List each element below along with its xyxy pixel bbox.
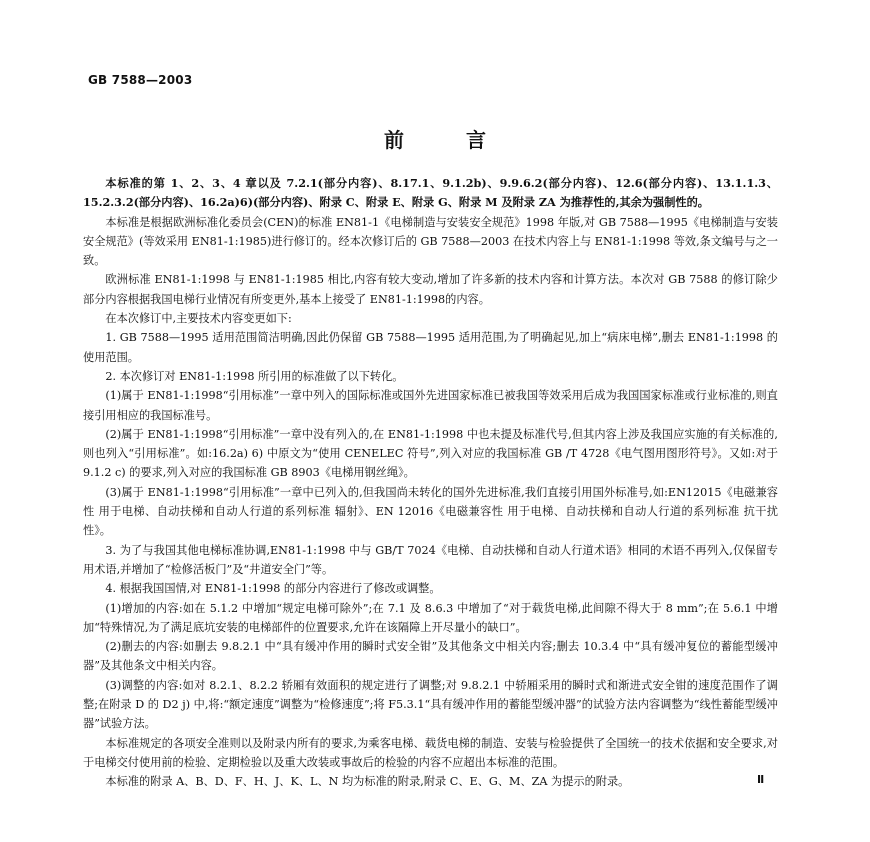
paragraph: (3)属于 EN81-1:1998“引用标准”一章中已列入的,但我国尚未转化的国外先进标准,我们直接引用国外标准号,如:EN12015《电磁兼容性 用于电梯、自动扶梯和自动人行道的系列标准 辐射》、EN 12016《电磁兼容性 用于电梯、自动扶梯和自动人行道的系列标准 抗干扰性》。 (83, 485, 778, 538)
standard-identifier: GB 7588—2003 (88, 73, 193, 87)
paragraph: 3. 为了与我国其他电梯标准协调,EN81-1:1998 中与 GB/T 7024《电梯、自动扶梯和自动人行道术语》相同的术语不再列入,仅保留专用术语,并增加了“检修活板门”及“井道安全门”等。 (83, 543, 778, 576)
paragraph: (1)属于 EN81-1:1998“引用标准”一章中列入的国际标准或国外先进国家标准已被我国等效采用后成为我国国家标准或行业标准的,则直接引用相应的我国标准号。 (83, 389, 778, 422)
page-number: Ⅱ (757, 773, 765, 786)
paragraph: 欧洲标准 EN81-1:1998 与 EN81-1:1985 相比,内容有较大变动,增加了许多新的技术内容和计算方法。本次对 GB 7588 的修订除少部分内容根据我国电梯行业情况有所变更外,基本上接受了 EN81-1:1998的内容。 (83, 273, 778, 306)
paragraph: 4. 根据我国国情,对 EN81-1:1998 的部分内容进行了修改或调整。 (105, 582, 441, 596)
paragraph: 本标准的附录 A、B、D、F、H、J、K、L、N 均为标准的附录,附录 C、E、G、M、ZA 为提示的附录。 (105, 775, 630, 789)
foreword-body (83, 174, 778, 792)
paragraph: 在本次修订中,主要技术内容变更如下: (105, 312, 292, 326)
paragraph: 本标准规定的各项安全准则以及附录内所有的要求,为乘客电梯、载货电梯的制造、安装与检验提供了全国统一的技术依据和安全要求,对于电梯交付使用前的检验、定期检验以及重大改装或事故后的检验的内容不应超出本标准的范围。 (83, 736, 778, 769)
page-title (0, 124, 870, 153)
paragraph: 1. GB 7588—1995 适用范围简洁明确,因此仍保留 GB 7588—1995 适用范围,为了明确起见,加上“病床电梯”,删去 EN81-1:1998 的使用范围。 (83, 331, 778, 364)
paragraph: 2. 本次修订对 EN81-1:1998 所引用的标准做了以下转化。 (105, 369, 404, 383)
paragraph: (2)属于 EN81-1:1998“引用标准”一章中没有列入的,在 EN81-1:1998 中也未提及标准代号,但其内容上涉及我国应实施的有关标准的,则也列入“引用标准”。如:16.2a) 6) 中原文为“使用 CENELEC 符号”,列入对应的我国标准 GB /T 4728《电气图用图形符号》。又如:对于 9.1.2 c) 的要求,列入对应的我国标准 GB 8903《电梯用钢丝绳》。 (83, 427, 778, 480)
title-char-1: 前 (384, 128, 404, 152)
paragraph-recommended-clauses: 本标准的第 1、2、3、4 章以及 7.2.1(部分内容)、8.17.1、9.1.2b)、9.9.6.2(部分内容)、12.6(部分内容)、13.1.1.3、15.2.3.2(部分内容)、16.2a)6)(部分内容)、附录 C、附录 E、附录 G、附录 M 及附录 ZA 为推荐性的,其余为强制性的。 (83, 176, 778, 210)
paragraph: (3)调整的内容:如对 8.2.1、8.2.2 轿厢有效面积的规定进行了调整;对 9.8.2.1 中轿厢采用的瞬时式和渐进式安全钳的速度范围作了调整;在附录 D 的 D2 j) 中,将:“额定速度”调整为“检修速度”;将 F5.3.1“具有缓冲作用的蓄能型缓冲器”的试验方法内容调整为“线性蓄能型缓冲器”试验方法。 (83, 678, 778, 731)
paragraph: (2)删去的内容:如删去 9.8.2.1 中“具有缓冲作用的瞬时式安全钳”及其他条文中相关内容;删去 10.3.4 中“具有缓冲复位的蓄能型缓冲器”及其他条文中相关内容。 (83, 640, 778, 673)
paragraph: 本标准是根据欧洲标准化委员会(CEN)的标准 EN81-1《电梯制造与安装安全规范》1998 年版,对 GB 7588—1995《电梯制造与安装安全规范》(等效采用 EN81-1:1985)进行修订的。经本次修订后的 GB 7588—2003 在技术内容上与 EN81-1:1998 等效,条文编号与之一致。 (83, 215, 778, 268)
paragraph: (1)增加的内容:如在 5.1.2 中增加“规定电梯可除外”;在 7.1 及 8.6.3 中增加了“对于载货电梯,此间隙不得大于 8 mm”;在 5.6.1 中增加“特殊情况,为了满足底坑安装的电梯部件的位置要求,允许在该隔障上开尽量小的缺口”。 (83, 601, 778, 634)
title-char-2: 言 (466, 128, 486, 152)
